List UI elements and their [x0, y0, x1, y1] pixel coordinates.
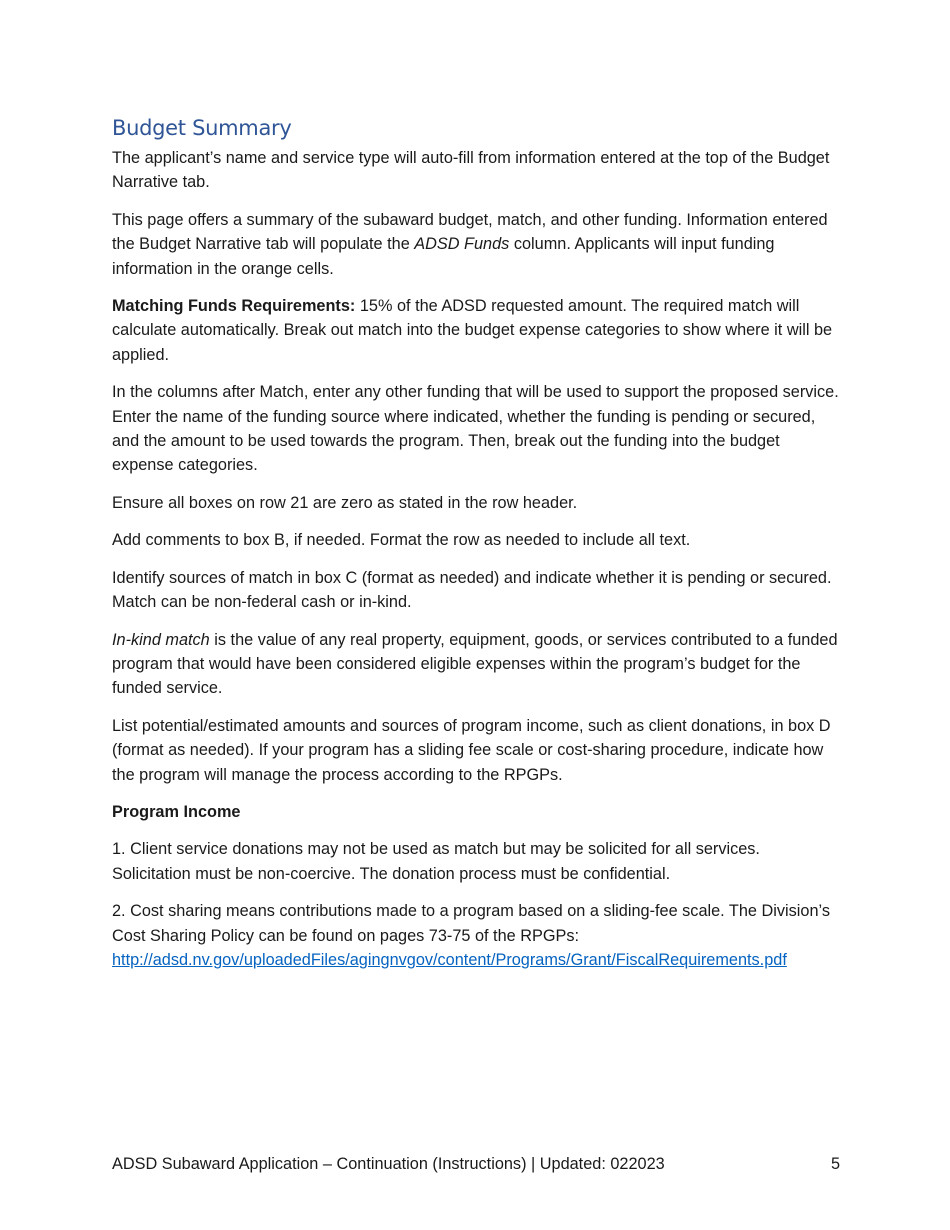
paragraph-row-21: Ensure all boxes on row 21 are zero as stated in the row header.	[112, 493, 578, 512]
paragraph-summary	[112, 208, 842, 281]
paragraph-summary-text-a: This page offers a summary of the subaward budget, match, and other funding. Information entered the Budget Narrative tab will populate the	[112, 210, 828, 254]
matching-funds-label: Matching Funds Requirements:	[112, 297, 356, 316]
footer-text: ADSD Subaward Application – Continuation (Instructions) | Updated: 022023	[112, 1155, 665, 1173]
paragraph-matching-funds	[112, 294, 842, 367]
program-income-item-2-text: 2. Cost sharing means contributions made to a program based on a sliding-fee scale. The Division’s Cost Sharing Policy can be found on pages 73-75 of the RPGPs:	[112, 902, 830, 945]
in-kind-match-text: is the value of any real property, equipment, goods, or services contributed to a funded program that would have been considered eligible expenses within the program’s budget for the funded service.	[112, 630, 838, 698]
page-number: 5	[830, 1155, 840, 1173]
page-title: Budget Summary	[112, 116, 292, 140]
program-income-item-2	[112, 899, 842, 972]
document-body	[112, 112, 842, 985]
paragraph-box-c: Identify sources of match in box C (format as needed) and indicate whether it is pending or secured. Match can be non-federal cash or in-kind.	[112, 568, 832, 612]
paragraph-summary-text-b: column. Applicants will input funding information in the orange cells.	[112, 235, 775, 278]
paragraph-box-d: List potential/estimated amounts and sources of program income, such as client donations, in box D (format as needed). If your program has a sliding fee scale or cost-sharing procedure, indicate how the program will manage the process according to the RPGPs.	[112, 716, 831, 784]
adsd-funds-emphasis: ADSD Funds	[414, 235, 510, 254]
paragraph-other-funding: In the columns after Match, enter any other funding that will be used to support the proposed service. Enter the name of the funding source where indicated, whether the funding is pending or secured, and the amount to be used towards the program. Then, break out the funding into the budget expense categories.	[112, 383, 839, 475]
program-income-item-1: 1. Client service donations may not be used as match but may be solicited for all services. Solicitation must be non-coercive. The donation process must be confidential.	[112, 840, 760, 883]
in-kind-match-term: In-kind match	[112, 630, 210, 649]
page-footer	[112, 1152, 840, 1176]
paragraph-box-b: Add comments to box B, if needed. Format the row as needed to include all text.	[112, 531, 691, 550]
paragraph-autofill: The applicant’s name and service type will auto-fill from information entered at the top of the Budget Narrative tab.	[112, 149, 830, 192]
program-income-heading: Program Income	[112, 802, 241, 821]
matching-funds-text: 15% of the ADSD requested amount. The required match will calculate automatically. Break out match into the budget expense categories to show where it will be applied.	[112, 297, 833, 364]
paragraph-in-kind	[112, 628, 842, 701]
fiscal-requirements-link[interactable]: http://adsd.nv.gov/uploadedFiles/agingnvgov/content/Programs/Grant/FiscalRequirements.pdf	[112, 950, 787, 969]
